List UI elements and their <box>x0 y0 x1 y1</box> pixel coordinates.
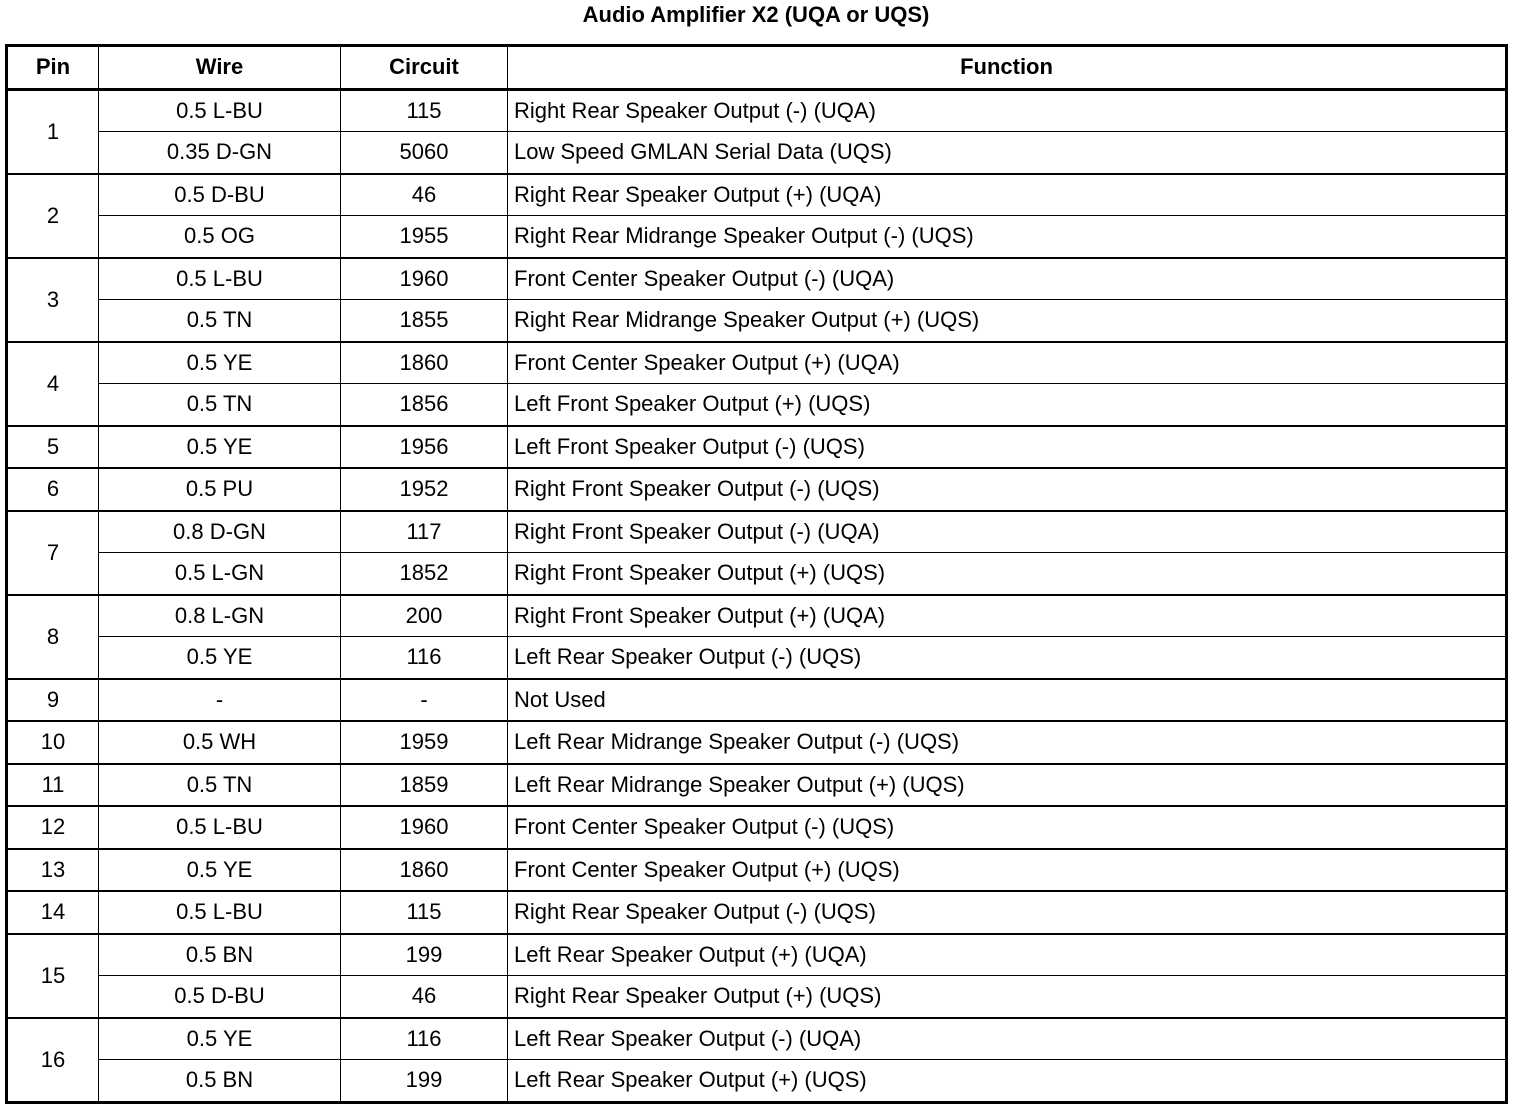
circuit-cell: 199 <box>341 1060 508 1103</box>
wire-cell: 0.35 D-GN <box>99 132 341 174</box>
wire-cell: 0.5 TN <box>99 764 341 807</box>
wire-cell: 0.5 YE <box>99 342 341 384</box>
wire-cell: 0.5 YE <box>99 1018 341 1060</box>
table-row <box>7 806 1507 849</box>
wire-cell: 0.5 OG <box>99 216 341 258</box>
circuit-cell: 115 <box>341 89 508 132</box>
wire-cell: 0.5 L-BU <box>99 806 341 849</box>
table-row <box>7 384 1507 426</box>
pin-number-cell: 9 <box>7 679 99 722</box>
pin-number-cell: 3 <box>7 258 99 342</box>
function-cell: Not Used <box>508 679 1507 722</box>
header-function: Function <box>508 46 1507 90</box>
function-cell: Left Rear Midrange Speaker Output (-) (UQS) <box>508 721 1507 764</box>
table-row <box>7 132 1507 174</box>
function-cell: Right Rear Midrange Speaker Output (-) (UQS) <box>508 216 1507 258</box>
table-row <box>7 1060 1507 1103</box>
pin-number-cell: 1 <box>7 89 99 174</box>
wire-cell: 0.5 BN <box>99 1060 341 1103</box>
circuit-cell: 1856 <box>341 384 508 426</box>
table-row <box>7 174 1507 216</box>
wire-cell: 0.5 YE <box>99 426 341 469</box>
function-cell: Left Rear Speaker Output (-) (UQS) <box>508 637 1507 679</box>
circuit-cell: 117 <box>341 511 508 553</box>
circuit-cell: 1860 <box>341 342 508 384</box>
function-cell: Right Front Speaker Output (+) (UQA) <box>508 595 1507 637</box>
function-cell: Left Rear Midrange Speaker Output (+) (UQS) <box>508 764 1507 807</box>
pin-number-cell: 4 <box>7 342 99 426</box>
function-cell: Right Front Speaker Output (-) (UQA) <box>508 511 1507 553</box>
wire-cell: 0.5 BN <box>99 934 341 976</box>
function-cell: Right Front Speaker Output (-) (UQS) <box>508 468 1507 511</box>
wire-cell: 0.5 YE <box>99 637 341 679</box>
function-cell: Right Rear Speaker Output (+) (UQS) <box>508 976 1507 1018</box>
table-row <box>7 342 1507 384</box>
circuit-cell: 1952 <box>341 468 508 511</box>
wire-cell: 0.5 L-BU <box>99 891 341 934</box>
function-cell: Front Center Speaker Output (+) (UQA) <box>508 342 1507 384</box>
pin-number-cell: 2 <box>7 174 99 258</box>
wire-cell: 0.5 TN <box>99 384 341 426</box>
function-cell: Front Center Speaker Output (+) (UQS) <box>508 849 1507 892</box>
table-row <box>7 511 1507 553</box>
wire-cell: 0.5 WH <box>99 721 341 764</box>
table-row <box>7 258 1507 300</box>
table-row <box>7 976 1507 1018</box>
wire-cell: 0.5 L-BU <box>99 258 341 300</box>
table-row <box>7 216 1507 258</box>
function-cell: Left Front Speaker Output (+) (UQS) <box>508 384 1507 426</box>
circuit-cell: 5060 <box>341 132 508 174</box>
header-pin: Pin <box>7 46 99 90</box>
function-cell: Low Speed GMLAN Serial Data (UQS) <box>508 132 1507 174</box>
wire-cell: 0.5 TN <box>99 300 341 342</box>
pin-number-cell: 14 <box>7 891 99 934</box>
table-row <box>7 426 1507 469</box>
function-cell: Right Rear Speaker Output (-) (UQS) <box>508 891 1507 934</box>
pin-number-cell: 7 <box>7 511 99 595</box>
pinout-table-body <box>7 89 1507 1102</box>
circuit-cell: 1960 <box>341 806 508 849</box>
function-cell: Left Rear Speaker Output (-) (UQA) <box>508 1018 1507 1060</box>
wire-cell: 0.5 D-BU <box>99 174 341 216</box>
pin-number-cell: 16 <box>7 1018 99 1103</box>
pin-number-cell: 13 <box>7 849 99 892</box>
table-row <box>7 595 1507 637</box>
pin-number-cell: 15 <box>7 934 99 1018</box>
wire-cell: 0.5 YE <box>99 849 341 892</box>
function-cell: Front Center Speaker Output (-) (UQA) <box>508 258 1507 300</box>
function-cell: Right Rear Midrange Speaker Output (+) (UQS) <box>508 300 1507 342</box>
circuit-cell: 200 <box>341 595 508 637</box>
circuit-cell: 116 <box>341 637 508 679</box>
pinout-table <box>5 44 1508 1104</box>
header-circuit: Circuit <box>341 46 508 90</box>
pin-number-cell: 8 <box>7 595 99 679</box>
function-cell: Right Front Speaker Output (+) (UQS) <box>508 553 1507 595</box>
table-row <box>7 764 1507 807</box>
pin-number-cell: 10 <box>7 721 99 764</box>
table-row <box>7 637 1507 679</box>
wire-cell: - <box>99 679 341 722</box>
table-row <box>7 891 1507 934</box>
circuit-cell: 1959 <box>341 721 508 764</box>
table-row <box>7 300 1507 342</box>
circuit-cell: 1855 <box>341 300 508 342</box>
pin-number-cell: 5 <box>7 426 99 469</box>
circuit-cell: 46 <box>341 976 508 1018</box>
table-row <box>7 553 1507 595</box>
wire-cell: 0.8 L-GN <box>99 595 341 637</box>
table-row <box>7 1018 1507 1060</box>
table-row <box>7 468 1507 511</box>
document-title: Audio Amplifier X2 (UQA or UQS) <box>582 2 930 27</box>
circuit-cell: 1859 <box>341 764 508 807</box>
table-row <box>7 849 1507 892</box>
circuit-cell: 1956 <box>341 426 508 469</box>
table-row <box>7 679 1507 722</box>
function-cell: Front Center Speaker Output (-) (UQS) <box>508 806 1507 849</box>
header-row <box>7 46 1507 90</box>
wire-cell: 0.5 D-BU <box>99 976 341 1018</box>
wire-cell: 0.5 PU <box>99 468 341 511</box>
circuit-cell: 46 <box>341 174 508 216</box>
circuit-cell: 199 <box>341 934 508 976</box>
pin-number-cell: 12 <box>7 806 99 849</box>
function-cell: Left Rear Speaker Output (+) (UQS) <box>508 1060 1507 1103</box>
table-row <box>7 934 1507 976</box>
circuit-cell: 116 <box>341 1018 508 1060</box>
circuit-cell: 1852 <box>341 553 508 595</box>
circuit-cell: 1960 <box>341 258 508 300</box>
circuit-cell: 1955 <box>341 216 508 258</box>
header-wire: Wire <box>99 46 341 90</box>
function-cell: Left Rear Speaker Output (+) (UQA) <box>508 934 1507 976</box>
pin-number-cell: 11 <box>7 764 99 807</box>
circuit-cell: 1860 <box>341 849 508 892</box>
circuit-cell: 115 <box>341 891 508 934</box>
circuit-cell: - <box>341 679 508 722</box>
function-cell: Left Front Speaker Output (-) (UQS) <box>508 426 1507 469</box>
table-row <box>7 721 1507 764</box>
table-row <box>7 89 1507 132</box>
wire-cell: 0.5 L-BU <box>99 89 341 132</box>
function-cell: Right Rear Speaker Output (+) (UQA) <box>508 174 1507 216</box>
wire-cell: 0.5 L-GN <box>99 553 341 595</box>
function-cell: Right Rear Speaker Output (-) (UQA) <box>508 89 1507 132</box>
wire-cell: 0.8 D-GN <box>99 511 341 553</box>
pin-number-cell: 6 <box>7 468 99 511</box>
